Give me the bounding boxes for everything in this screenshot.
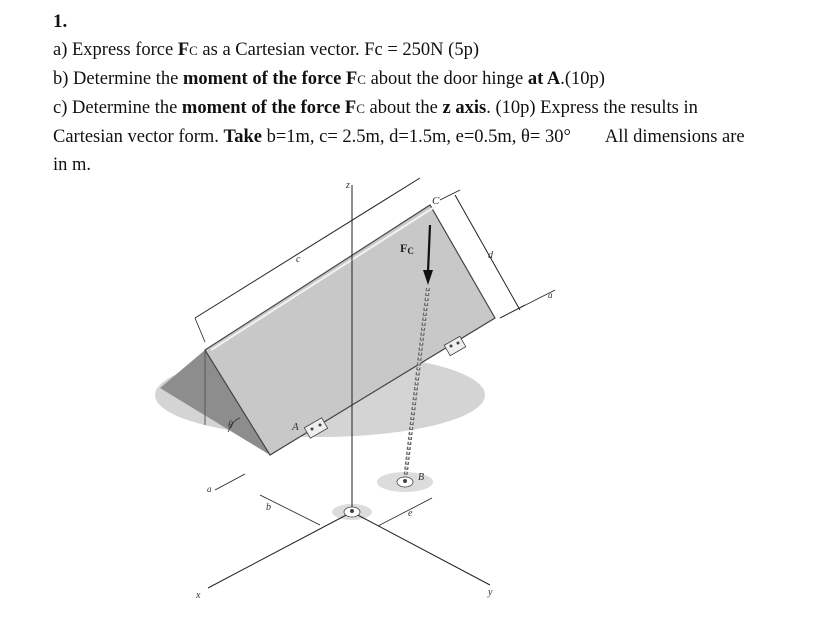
part-c-middle: about the bbox=[364, 98, 443, 118]
dimension-c-tick bbox=[195, 318, 205, 342]
part-b-text bbox=[53, 65, 813, 94]
problem-statement bbox=[53, 8, 813, 179]
part-a-prefix: a) Express force bbox=[53, 40, 178, 60]
part-c-line2-prefix: Cartesian vector form. bbox=[53, 127, 224, 147]
a-right-label: a bbox=[548, 290, 553, 300]
part-b-suffix: .(10p) bbox=[560, 69, 605, 89]
point-c-label: C bbox=[432, 195, 440, 207]
c-top-label: c bbox=[296, 254, 301, 265]
part-c-bold-axis: z axis bbox=[442, 98, 487, 118]
origin-anchor bbox=[344, 507, 360, 517]
point-b-label: B bbox=[418, 472, 425, 483]
part-c-force-sub: C bbox=[356, 101, 365, 116]
part-b-bold-moment: moment of the force F bbox=[182, 69, 358, 89]
part-c-suffix: . (10p) Express the results in bbox=[486, 98, 698, 118]
part-b-force-sub: C bbox=[357, 72, 366, 87]
b-label: b bbox=[266, 502, 271, 513]
z-label: z bbox=[346, 180, 350, 191]
force-label: FC bbox=[400, 241, 414, 256]
x-label: x bbox=[196, 590, 201, 601]
part-c-line2 bbox=[53, 123, 813, 151]
y-axis bbox=[352, 512, 490, 585]
dimension-a-left bbox=[215, 474, 245, 490]
part-c-bold-take: Take bbox=[223, 127, 262, 147]
part-b-prefix: b) Determine the bbox=[53, 69, 183, 89]
part-b-bold-at: at A bbox=[527, 69, 561, 89]
x-axis bbox=[208, 512, 352, 588]
part-a-force-symbol: F bbox=[177, 40, 190, 60]
part-a-text bbox=[53, 36, 813, 65]
d-label: d bbox=[488, 250, 493, 261]
dimension-e bbox=[378, 498, 432, 526]
anchor-b bbox=[397, 477, 413, 487]
door-figure bbox=[150, 175, 610, 615]
a-left-label: a bbox=[207, 484, 212, 494]
part-c-values: b=1m, c= 2.5m, d=1.5m, e=0.5m, θ= 30° bbox=[261, 127, 571, 147]
dimension-a-right bbox=[500, 290, 555, 318]
part-c-line2-tail: All dimensions are bbox=[604, 127, 745, 147]
part-b-middle: about the door hinge bbox=[365, 69, 528, 89]
point-a-label: A bbox=[292, 421, 299, 433]
part-a-suffix: as a Cartesian vector. Fc = 250N (5p) bbox=[197, 40, 479, 60]
part-a-force-sub: C bbox=[189, 43, 198, 58]
part-c-line3: in m. bbox=[53, 155, 92, 175]
y-label: y bbox=[488, 587, 493, 598]
part-c-prefix: c) Determine the bbox=[53, 98, 182, 118]
part-c-text bbox=[53, 94, 813, 123]
part-c-bold-moment: moment of the force F bbox=[181, 98, 357, 118]
problem-number: 1. bbox=[53, 11, 68, 32]
theta-label: θ bbox=[228, 420, 233, 431]
e-label: e bbox=[408, 508, 413, 519]
